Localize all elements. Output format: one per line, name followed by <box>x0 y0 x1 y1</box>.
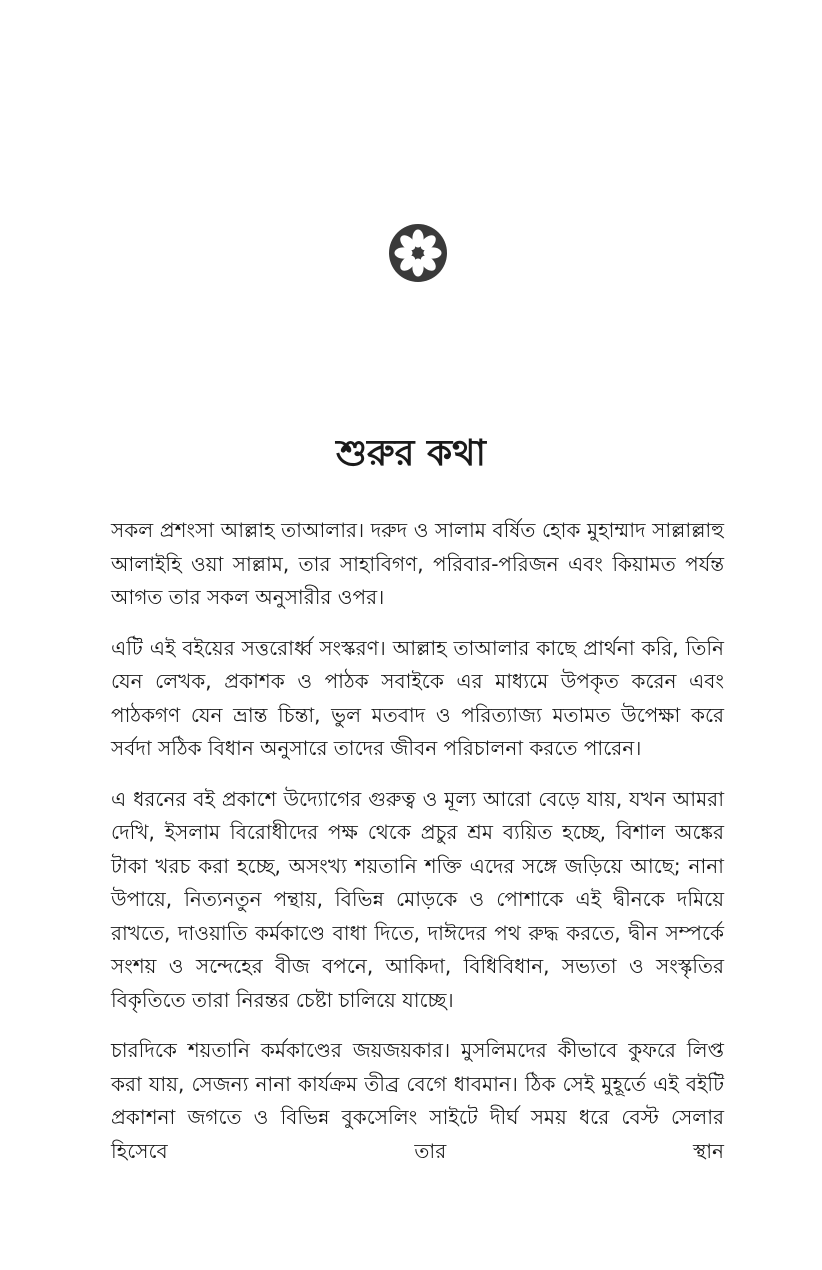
paragraph-4: চারদিকে শয়তানি কর্মকাণ্ডের জয়জয়কার। মুসলিমদের কীভাবে কুফরে লিপ্ত করা যায়, সেজন্য নানা কার্যক্রম তীব্র বেগে ধাবমান। ঠিক সেই মুহূর্তে এই বইটি প্রকাশনা জগতে ও বিভিন্ন বুকসেলিং সাইটে দীর্ঘ সময় ধরে বেস্ট সেলার হিসেবে তার স্থান <box>111 1038 724 1163</box>
chapter-title: শুরুর কথা <box>336 433 486 474</box>
flower-ornament-icon <box>387 222 449 284</box>
paragraph-2: এটি এই বইয়ের সত্তরোর্ধ্ব সংস্করণ। আল্লাহ তাআলার কাছে প্রার্থনা করি, তিনি যেন লেখক, প্রকাশক ও পাঠক সবাইকে এর মাধ্যমে উপকৃত করেন এবং পাঠকগণ যেন ভ্রান্ত চিন্তা, ভুল মতবাদ ও পরিত্যাজ্য মতামত উপেক্ষা করে সর্বদা সঠিক বিধান অনুসারে তাদের জীবন পরিচালনা করতে পারেন। <box>111 635 724 760</box>
body-text <box>111 514 724 1185</box>
paragraph-3: এ ধরনের বই প্রকাশে উদ্যোগের গুরুত্ব ও মূল্য আরো বেড়ে যায়, যখন আমরা দেখি, ইসলাম বিরোধীদের পক্ষ থেকে প্রচুর শ্রম ব্যয়িত হচ্ছে, বিশাল অঙ্কের টাকা খরচ করা হচ্ছে, অসংখ্য শয়তানি শক্তি এদের সঙ্গে জড়িয়ে আছে; নানা উপায়ে, নিত্যনতুন পন্থায়, বিভিন্ন মোড়কে ও পোশাকে এই দ্বীনকে দমিয়ে রাখতে, দাওয়াতি কর্মকাণ্ডে বাধা দিতে, দাঈদের পথ রুদ্ধ করতে, দ্বীন সম্পর্কে সংশয় ও সন্দেহের বীজ বপনে, আকিদা, বিধিবিধান, সভ্যতা ও সংস্কৃতির বিকৃতিতে তারা নিরন্তর চেষ্টা চালিয়ে যাচ্ছে। <box>111 786 724 1012</box>
paragraph-1: সকল প্রশংসা আল্লাহ তাআলার। দরুদ ও সালাম বর্ষিত হোক মুহাম্মাদ সাল্লাল্লাহু আলাইহি ওয়া সাল্লাম, তার সাহাবিগণ, পরিবার-পরিজন এবং কিয়ামত পর্যন্ত আগত তার সকল অনুসারীর ওপর। <box>111 518 724 609</box>
